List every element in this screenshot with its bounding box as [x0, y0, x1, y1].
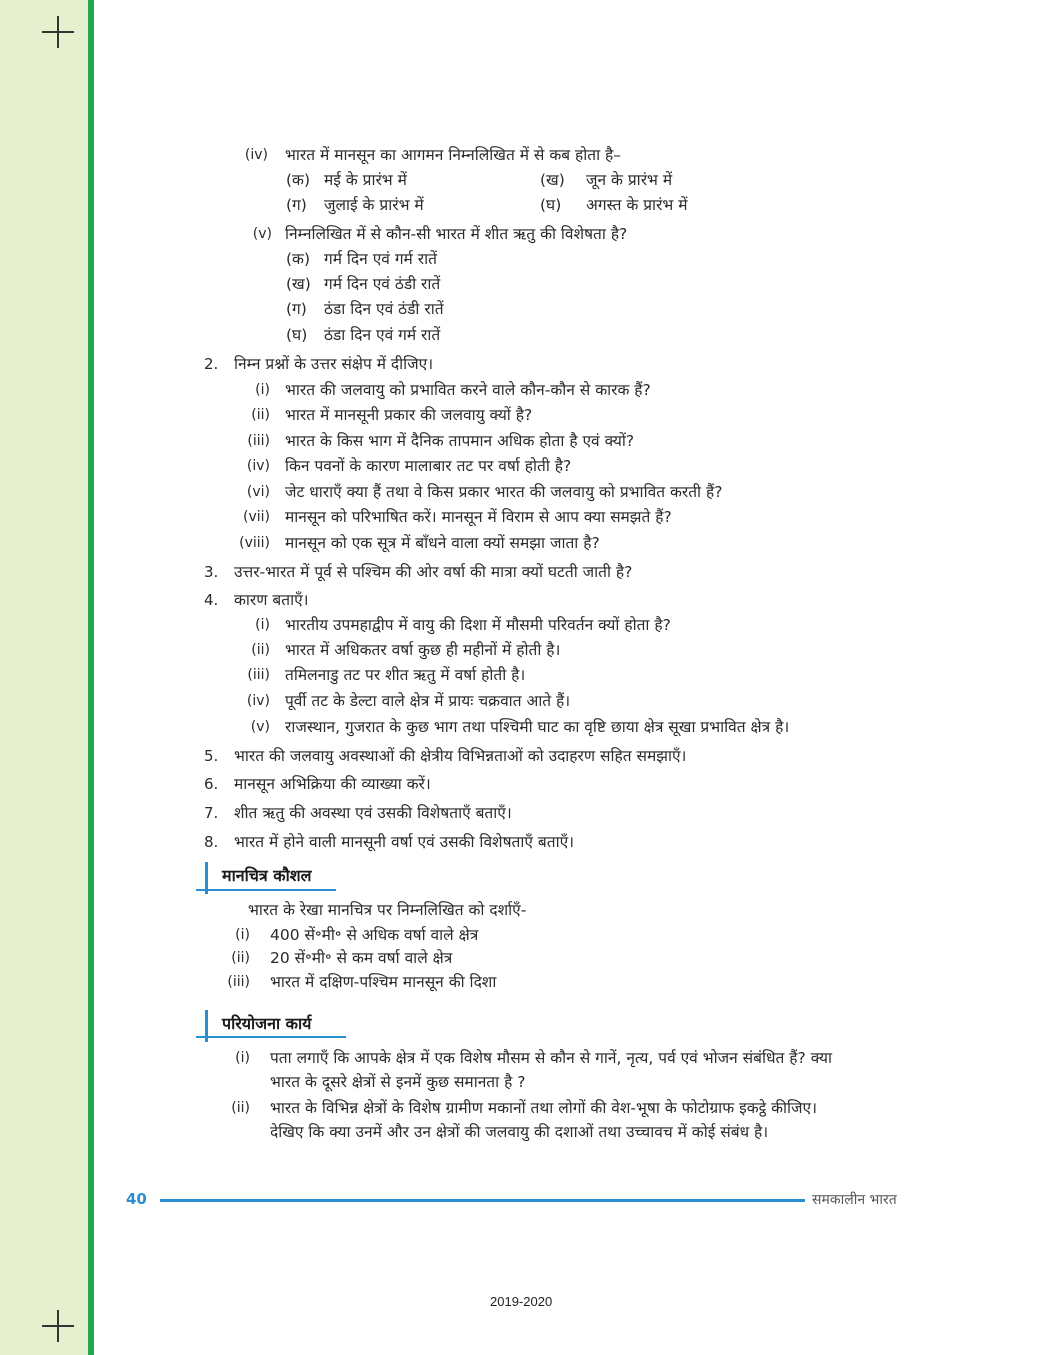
question-number: 6.	[204, 775, 219, 793]
question-text: मानसून अभिक्रिया की व्याख्या करें।	[234, 775, 431, 793]
list-label: (ii)	[231, 1100, 250, 1116]
option-label: (क)	[286, 171, 310, 189]
question-number: 4.	[204, 591, 219, 609]
section-intro: भारत के रेखा मानचित्र पर निम्नलिखित को दर्शाएँ-	[248, 901, 527, 919]
section-heading-project: परियोजना कार्य	[222, 1014, 312, 1033]
page-number: 40	[126, 1190, 147, 1208]
question-number: 2.	[204, 355, 219, 373]
list-item-continued: भारत के दूसरे क्षेत्रों से इनमें कुछ समानता है ?	[270, 1073, 526, 1091]
list-label: (iii)	[227, 974, 250, 990]
footer-rule	[160, 1199, 805, 1202]
sub-question-label: (ii)	[251, 642, 270, 658]
question-label: (v)	[252, 226, 272, 242]
sub-question-text: किन पवनों के कारण मालाबार तट पर वर्षा होती है?	[285, 457, 572, 475]
question-text: शीत ऋतु की अवस्था एवं उसकी विशेषताएँ बताएँ।	[234, 804, 512, 822]
list-item: भारत में दक्षिण-पश्चिम मानसून की दिशा	[270, 973, 497, 991]
crop-mark-top	[42, 16, 74, 48]
option-text: गर्म दिन एवं ठंडी रातें	[324, 275, 441, 293]
sub-question-text: जेट धाराएँ क्या हैं तथा वे किस प्रकार भारत की जलवायु को प्रभावित करती हैं?	[285, 483, 723, 501]
question-text: भारत की जलवायु अवस्थाओं की क्षेत्रीय विभिन्नताओं को उदाहरण सहित समझाएँ।	[234, 747, 687, 765]
option-label: (ख)	[286, 275, 311, 293]
option-label: (ख)	[540, 171, 565, 189]
sub-question-label: (iv)	[246, 693, 270, 709]
sub-question-text: राजस्थान, गुजरात के कुछ भाग तथा पश्चिमी घाट का वृष्टि छाया क्षेत्र सूखा प्रभावित क्षेत्र है।	[285, 718, 790, 736]
edition-year: 2019-2020	[490, 1294, 553, 1309]
question-text: उत्तर-भारत में पूर्व से पश्चिम की ओर वर्षा की मात्रा क्यों घटती जाती है?	[234, 563, 633, 581]
question-number: 5.	[204, 747, 219, 765]
sub-question-text: पूर्वी तट के डेल्टा वाले क्षेत्र में प्रायः चक्रवात आते हैं।	[285, 692, 571, 710]
option-text: मई के प्रारंभ में	[324, 171, 407, 189]
option-text: ठंडा दिन एवं गर्म रातें	[324, 326, 441, 344]
option-text: जून के प्रारंभ में	[586, 171, 673, 189]
list-item: 20 सें॰मी॰ से कम वर्षा वाले क्षेत्र	[270, 949, 453, 967]
section-underline	[196, 1036, 346, 1038]
list-item: भारत के विभिन्न क्षेत्रों के विशेष ग्रामीण मकानों तथा लोगों की वेश-भूषा के फोटोग्राफ इकट्ठे कीजिए।	[270, 1099, 817, 1117]
option-text: अगस्त के प्रारंभ में	[586, 196, 688, 214]
option-label: (ग)	[286, 196, 307, 214]
question-text: कारण बताएँ।	[234, 591, 309, 609]
list-item: पता लगाएँ कि आपके क्षेत्र में एक विशेष मौसम से कौन से गानें, नृत्य, पर्व एवं भोजन संबंधित हैं? क्या	[270, 1049, 832, 1067]
section-underline	[196, 889, 336, 891]
sub-question-text: भारत की जलवायु को प्रभावित करने वाले कौन-कौन से कारक हैं?	[285, 381, 651, 399]
question-text: निम्न प्रश्नों के उत्तर संक्षेप में दीजिए।	[234, 355, 434, 373]
option-label: (घ)	[540, 196, 562, 214]
sub-question-text: तमिलनाडु तट पर शीत ऋतु में वर्षा होती है।	[285, 666, 526, 684]
question-text: निम्नलिखित में से कौन-सी भारत में शीत ऋतु की विशेषता है?	[285, 225, 628, 243]
list-label: (i)	[235, 1050, 250, 1066]
sub-question-label: (iv)	[246, 458, 270, 474]
section-heading-map-skill: मानचित्र कौशल	[222, 866, 312, 885]
sub-question-label: (i)	[255, 617, 270, 633]
sub-question-label: (viii)	[239, 535, 270, 551]
book-title: समकालीन भारत	[812, 1192, 897, 1208]
sub-question-text: मानसून को एक सूत्र में बाँधने वाला क्यों समझा जाता है?	[285, 534, 600, 552]
question-label: (iv)	[244, 147, 268, 163]
option-text: ठंडा दिन एवं ठंडी रातें	[324, 300, 444, 318]
sub-question-text: भारत में मानसूनी प्रकार की जलवायु क्यों है?	[285, 406, 533, 424]
list-label: (ii)	[231, 950, 250, 966]
sub-question-label: (iii)	[247, 433, 270, 449]
list-item-continued: देखिए कि क्या उनमें और उन क्षेत्रों की जलवायु की दशाओं तथा उच्चावच में कोई संबंध है।	[270, 1123, 769, 1141]
crop-mark-bottom	[42, 1310, 74, 1342]
sub-question-label: (vi)	[246, 484, 270, 500]
sub-question-text: भारतीय उपमहाद्वीप में वायु की दिशा में मौसमी परिवर्तन क्यों होता है?	[285, 616, 671, 634]
option-label: (घ)	[286, 326, 308, 344]
option-text: जुलाई के प्रारंभ में	[324, 196, 424, 214]
question-text: भारत में होने वाली मानसूनी वर्षा एवं उसकी विशेषताएँ बताएँ।	[234, 833, 575, 851]
sub-question-label: (iii)	[247, 667, 270, 683]
question-number: 3.	[204, 563, 219, 581]
question-number: 8.	[204, 833, 219, 851]
sub-question-label: (vii)	[243, 509, 270, 525]
question-text: भारत में मानसून का आगमन निम्नलिखित में से कब होता है–	[285, 146, 622, 164]
left-margin-band	[0, 0, 88, 1355]
option-text: गर्म दिन एवं गर्म रातें	[324, 250, 437, 268]
sub-question-text: भारत में अधिकतर वर्षा कुछ ही महीनों में होती है।	[285, 641, 561, 659]
margin-rule	[88, 0, 94, 1355]
sub-question-label: (i)	[255, 382, 270, 398]
list-label: (i)	[235, 927, 250, 943]
question-number: 7.	[204, 804, 219, 822]
sub-question-label: (ii)	[251, 407, 270, 423]
sub-question-label: (v)	[250, 719, 270, 735]
option-label: (क)	[286, 250, 310, 268]
sub-question-text: मानसून को परिभाषित करें। मानसून में विराम से आप क्या समझते हैं?	[285, 508, 672, 526]
list-item: 400 सें॰मी॰ से अधिक वर्षा वाले क्षेत्र	[270, 926, 479, 944]
option-label: (ग)	[286, 300, 307, 318]
sub-question-text: भारत के किस भाग में दैनिक तापमान अधिक होता है एवं क्यों?	[285, 432, 635, 450]
